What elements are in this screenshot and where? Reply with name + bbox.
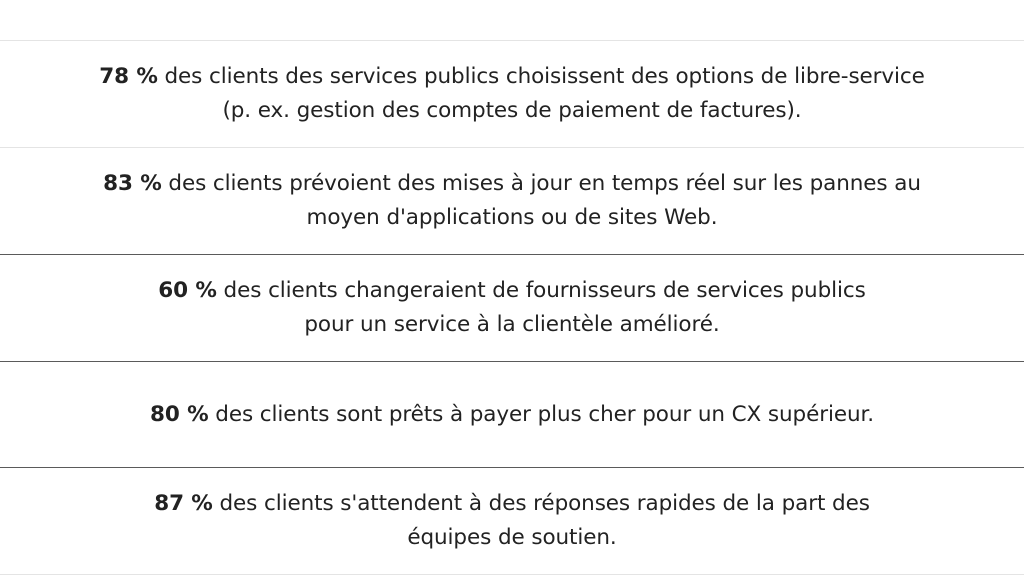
stat-line-1 bbox=[99, 60, 925, 94]
stat-line-1 bbox=[103, 167, 921, 201]
stat-line-2: moyen d'applications ou de sites Web. bbox=[306, 205, 718, 230]
stat-line-2: pour un service à la clientèle amélioré. bbox=[304, 312, 720, 337]
stat-description: des clients s'attendent à des réponses rapides de la part des bbox=[212, 491, 870, 516]
stat-text bbox=[154, 487, 870, 555]
stat-description: des clients prévoient des mises à jour en temps réel sur les pannes au bbox=[161, 171, 921, 196]
stat-description: des clients changeraient de fournisseurs de services publics bbox=[216, 278, 866, 303]
stat-row-83 bbox=[0, 147, 1024, 254]
stat-row-78 bbox=[0, 40, 1024, 147]
stat-percent: 83 % bbox=[103, 171, 162, 196]
stat-row-87 bbox=[0, 468, 1024, 575]
statistics-list bbox=[0, 40, 1024, 575]
stat-row-60 bbox=[0, 254, 1024, 361]
stat-line-1 bbox=[150, 398, 874, 432]
stat-row-80 bbox=[0, 361, 1024, 468]
stat-description: des clients des services publics choisissent des options de libre-service bbox=[157, 64, 925, 89]
stat-description: des clients sont prêts à payer plus cher pour un CX supérieur. bbox=[208, 401, 874, 427]
stat-line-1 bbox=[154, 487, 870, 521]
stat-text bbox=[150, 398, 874, 432]
stat-text bbox=[158, 274, 865, 342]
stat-percent: 87 % bbox=[154, 491, 213, 516]
stat-percent: 78 % bbox=[99, 64, 158, 89]
stat-percent: 60 % bbox=[158, 278, 217, 303]
stat-percent: 80 % bbox=[150, 401, 209, 427]
stat-line-1 bbox=[158, 274, 865, 308]
stat-text bbox=[99, 60, 925, 128]
stat-line-2: (p. ex. gestion des comptes de paiement de factures). bbox=[222, 98, 802, 123]
stat-line-2: équipes de soutien. bbox=[407, 525, 617, 550]
stat-text bbox=[103, 167, 921, 235]
